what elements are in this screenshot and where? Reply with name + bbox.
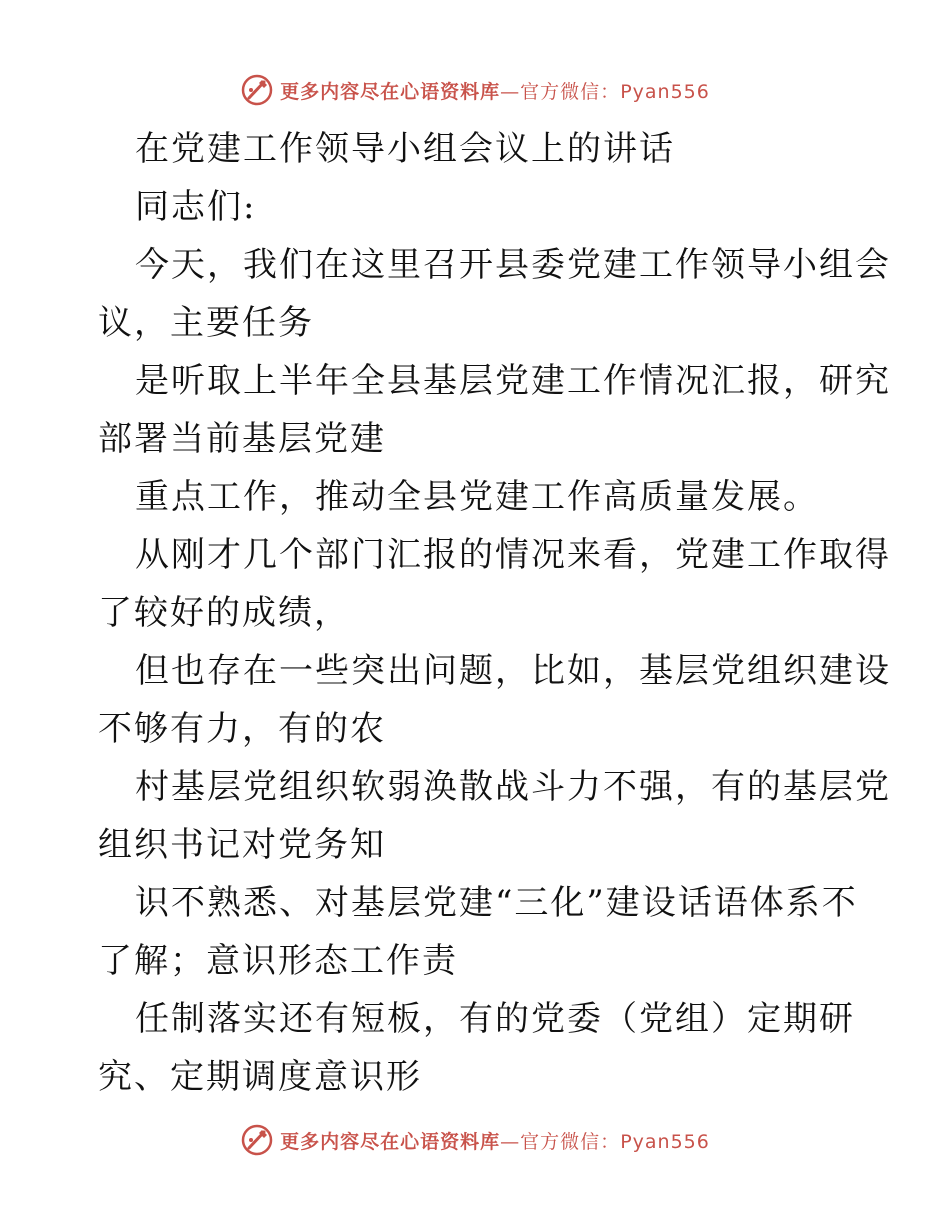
paragraph-line: 议，主要任务 (98, 303, 314, 343)
paragraph-line: 但也存在一些突出问题，比如，基层党组织建设 (135, 651, 891, 691)
paragraph-line: 部署当前基层党建 (98, 419, 386, 459)
banner-dash: — (500, 80, 521, 103)
pen-logo-icon (240, 1123, 274, 1157)
banner-dash: — (500, 1130, 521, 1153)
paragraph-line: 重点工作，推动全县党建工作高质量发展。 (135, 477, 819, 517)
pen-logo-icon (240, 73, 274, 107)
paragraph-line: 究、定期调度意识形 (98, 1057, 422, 1097)
footer-banner-text (280, 1127, 710, 1154)
paragraph-line: 了解；意识形态工作责 (98, 941, 458, 981)
paragraph-line: 了较好的成绩， (98, 593, 350, 633)
paragraph-line: 不够有力，有的农 (98, 709, 386, 749)
footer-banner (0, 1122, 950, 1158)
banner-title: 更多内容尽在心语资料库 (280, 80, 501, 103)
banner-label: 官方微信： (520, 80, 621, 103)
banner-label: 官方微信： (520, 1130, 621, 1153)
salutation: 同志们: (135, 187, 257, 227)
banner-wechat-id: Pyan556 (620, 80, 710, 103)
paragraph-line: 今天，我们在这里召开县委党建工作领导小组会 (135, 245, 891, 285)
document-title: 在党建工作领导小组会议上的讲话 (135, 129, 675, 169)
paragraph-line: 任制落实还有短板，有的党委（党组）定期研 (135, 999, 855, 1039)
paragraph-line: 组织书记对党务知 (98, 825, 386, 865)
banner-title: 更多内容尽在心语资料库 (280, 1130, 501, 1153)
banner-wechat-id: Pyan556 (620, 1130, 710, 1153)
paragraph-line: 从刚才几个部门汇报的情况来看，党建工作取得 (135, 535, 891, 575)
paragraph-line: 是听取上半年全县基层党建工作情况汇报，研究 (135, 361, 891, 401)
document-body (98, 120, 891, 1106)
paragraph-line: 识不熟悉、对基层党建“三化”建设话语体系不 (135, 883, 858, 923)
paragraph-line: 村基层党组织软弱涣散战斗力不强，有的基层党 (135, 767, 891, 807)
header-banner-text (280, 77, 710, 104)
header-banner (0, 72, 950, 108)
